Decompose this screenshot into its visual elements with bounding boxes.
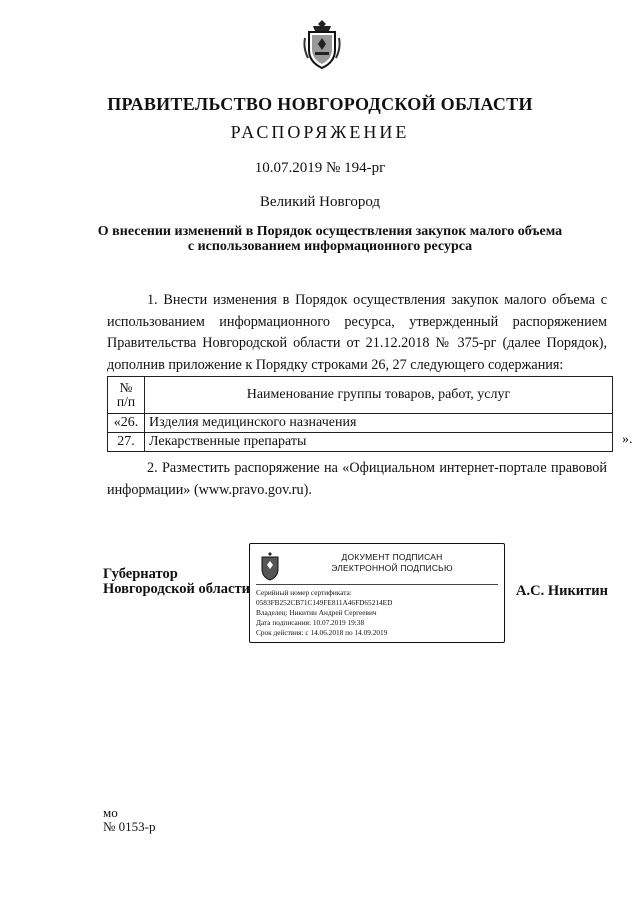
stamp-details	[256, 588, 500, 638]
subject-line-1: О внесении изменений в Порядок осуществления закупок малого объема	[97, 224, 563, 239]
city: Великий Новгород	[259, 194, 381, 210]
stamp-title	[292, 552, 492, 574]
date-number: 10.07.2019 № 194-рг	[254, 160, 386, 176]
row-number: 27.	[108, 433, 145, 452]
document-type: РАСПОРЯЖЕНИЕ	[230, 122, 410, 142]
header-number-cell	[108, 377, 145, 414]
header-num-bottom: п/п	[116, 394, 136, 409]
document-footer	[103, 806, 155, 834]
row-number: «26.	[108, 414, 145, 433]
subject-line-2: с использованием информационного ресурса	[187, 239, 473, 254]
stamp-divider	[256, 584, 498, 585]
footer-line-2: № 0153-р	[103, 819, 156, 834]
table-closing-quote: ».	[622, 432, 633, 447]
header-num-top: №	[119, 380, 133, 395]
header-name-cell: Наименование группы товаров, работ, услуг	[145, 377, 613, 414]
stamp-validity: Срок действия: с 14.06.2018 по 14.09.2019	[256, 628, 388, 637]
coat-of-arms-emblem	[302, 18, 342, 70]
table-row	[108, 414, 613, 433]
stamp-owner: Владелец: Никитин Андрей Сергеевич	[256, 608, 377, 617]
footer-line-1: мо	[103, 805, 118, 820]
stamp-serial-label: Серийный номер сертификата:	[256, 588, 352, 597]
row-name: Лекарственные препараты	[145, 433, 613, 452]
row-name: Изделия медицинского назначения	[145, 414, 613, 433]
stamp-emblem-icon	[258, 551, 282, 581]
position-line-2: Новгородской области	[103, 581, 250, 597]
electronic-signature-stamp	[249, 543, 505, 643]
goods-table	[107, 376, 613, 452]
paragraph-2-text: 2. Разместить распоряжение на «Официальном интернет-портале правовой информации» (www.pravo.gov.ru).	[107, 460, 607, 498]
stamp-signed-date: Дата подписания: 10.07.2019 19:38	[256, 618, 365, 627]
document-subject	[60, 224, 600, 254]
paragraph-2	[107, 458, 607, 501]
position-line-1: Губернатор	[103, 566, 178, 582]
signer-position	[103, 567, 250, 597]
paragraph-1	[107, 290, 607, 376]
table-header-row	[108, 377, 613, 414]
paragraph-1-text: 1. Внести изменения в Порядок осуществления закупок малого объема с использованием информационного ресурса, утвержденный распоряжением Правительства Новгородской области от 21.12.2018 № 375-рг (далее Порядок), дополнив приложение к Порядку строками 26, 27 следующего содержания:	[107, 292, 607, 373]
stamp-serial: 0583FB252CB71C149FE811A46FD65214ED	[256, 598, 393, 607]
signer-name: А.С. Никитин	[516, 583, 608, 599]
stamp-title-2: ЭЛЕКТРОННОЙ ПОДПИСЬЮ	[331, 563, 453, 573]
table-row	[108, 433, 613, 452]
organization-title: ПРАВИТЕЛЬСТВО НОВГОРОДСКОЙ ОБЛАСТИ	[107, 94, 533, 114]
stamp-title-1: ДОКУМЕНТ ПОДПИСАН	[341, 552, 443, 562]
